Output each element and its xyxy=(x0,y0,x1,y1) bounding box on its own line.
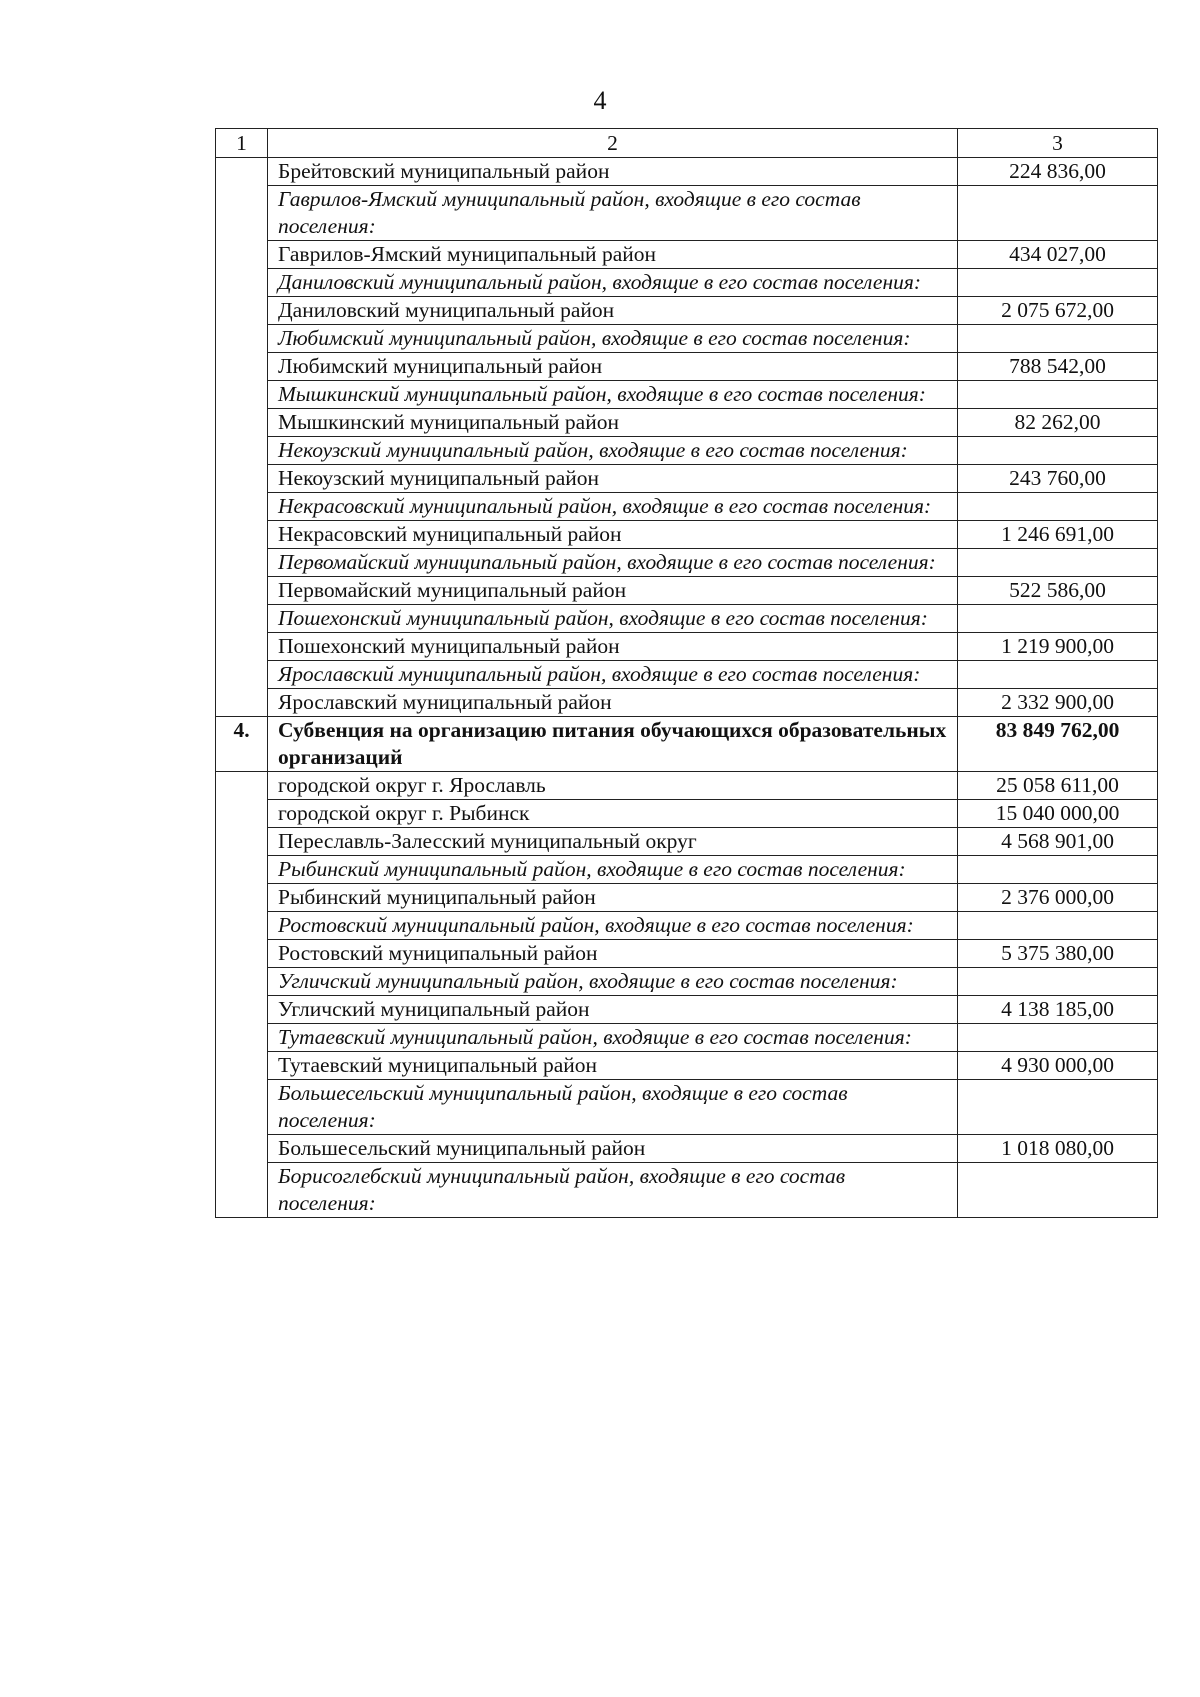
row-value: 4 568 901,00 xyxy=(958,828,1158,856)
row-name: Некрасовский муниципальный район, входящие в его состав поселения: xyxy=(268,493,958,521)
row-name: Тутаевский муниципальный район xyxy=(268,1052,958,1080)
table-row xyxy=(216,381,1158,409)
row-number-cell xyxy=(216,772,268,1218)
table-row xyxy=(216,1024,1158,1052)
table-row xyxy=(216,493,1158,521)
row-value xyxy=(958,856,1158,884)
row-value xyxy=(958,381,1158,409)
table-row xyxy=(216,1163,1158,1218)
row-value xyxy=(958,1080,1158,1135)
table-row xyxy=(216,1052,1158,1080)
table-row xyxy=(216,940,1158,968)
row-value: 1 246 691,00 xyxy=(958,521,1158,549)
table-row xyxy=(216,269,1158,297)
row-name: Гаврилов-Ямский муниципальный район, входящие в его состав поселения: xyxy=(268,186,958,241)
row-name: Ростовский муниципальный район, входящие в его состав поселения: xyxy=(268,912,958,940)
row-value: 1 219 900,00 xyxy=(958,633,1158,661)
table-row xyxy=(216,409,1158,437)
column-header-3: 3 xyxy=(958,129,1158,158)
row-name: городской округ г. Ярославль xyxy=(268,772,958,800)
column-header-1: 1 xyxy=(216,129,268,158)
table-row xyxy=(216,241,1158,269)
row-name: Угличский муниципальный район, входящие в его состав поселения: xyxy=(268,968,958,996)
row-value: 2 332 900,00 xyxy=(958,689,1158,717)
row-name: Большесельский муниципальный район, входящие в его состав поселения: xyxy=(268,1080,958,1135)
table-row xyxy=(216,800,1158,828)
table-row xyxy=(216,1135,1158,1163)
row-name: городской округ г. Рыбинск xyxy=(268,800,958,828)
table-row xyxy=(216,437,1158,465)
row-value: 434 027,00 xyxy=(958,241,1158,269)
section-4-number: 4. xyxy=(216,717,268,772)
row-value xyxy=(958,968,1158,996)
column-header-row xyxy=(216,129,1158,158)
row-value xyxy=(958,1163,1158,1218)
row-name: Некоузский муниципальный район, входящие в его состав поселения: xyxy=(268,437,958,465)
row-name: Любимский муниципальный район xyxy=(268,353,958,381)
table-row xyxy=(216,521,1158,549)
row-value: 2 376 000,00 xyxy=(958,884,1158,912)
row-value: 4 930 000,00 xyxy=(958,1052,1158,1080)
table-row xyxy=(216,1080,1158,1135)
table-row xyxy=(216,633,1158,661)
section-4-total: 83 849 762,00 xyxy=(958,717,1158,772)
row-value: 788 542,00 xyxy=(958,353,1158,381)
row-value: 224 836,00 xyxy=(958,158,1158,186)
table-row xyxy=(216,996,1158,1024)
table-row xyxy=(216,158,1158,186)
row-name: Любимский муниципальный район, входящие в его состав поселения: xyxy=(268,325,958,353)
row-name: Некоузский муниципальный район xyxy=(268,465,958,493)
row-name: Первомайский муниципальный район, входящие в его состав поселения: xyxy=(268,549,958,577)
row-value: 15 040 000,00 xyxy=(958,800,1158,828)
row-name: Гаврилов-Ямский муниципальный район xyxy=(268,241,958,269)
row-value xyxy=(958,912,1158,940)
page-number: 4 xyxy=(593,86,607,115)
row-value xyxy=(958,549,1158,577)
table-row xyxy=(216,605,1158,633)
table-row xyxy=(216,353,1158,381)
row-name: Рыбинский муниципальный район xyxy=(268,884,958,912)
row-value: 4 138 185,00 xyxy=(958,996,1158,1024)
allocation-table xyxy=(215,128,1158,1218)
row-value xyxy=(958,493,1158,521)
row-value: 2 075 672,00 xyxy=(958,297,1158,325)
row-name: Брейтовский муниципальный район xyxy=(268,158,958,186)
table-row xyxy=(216,465,1158,493)
section-3-rows xyxy=(216,158,1158,717)
row-name: Ярославский муниципальный район xyxy=(268,689,958,717)
row-value: 1 018 080,00 xyxy=(958,1135,1158,1163)
row-value xyxy=(958,437,1158,465)
row-name: Пошехонский муниципальный район xyxy=(268,633,958,661)
table-row xyxy=(216,772,1158,800)
table-row xyxy=(216,828,1158,856)
row-name: Переславль-Залесский муниципальный округ xyxy=(268,828,958,856)
row-value: 522 586,00 xyxy=(958,577,1158,605)
row-value: 5 375 380,00 xyxy=(958,940,1158,968)
row-name: Борисоглебский муниципальный район, входящие в его состав поселения: xyxy=(268,1163,958,1218)
row-number-cell xyxy=(216,158,268,717)
table-row xyxy=(216,884,1158,912)
row-value xyxy=(958,186,1158,241)
table-row xyxy=(216,186,1158,241)
row-value xyxy=(958,1024,1158,1052)
row-value xyxy=(958,605,1158,633)
row-name: Пошехонский муниципальный район, входящие в его состав поселения: xyxy=(268,605,958,633)
section-4-header-row xyxy=(216,717,1158,772)
row-value: 82 262,00 xyxy=(958,409,1158,437)
row-value xyxy=(958,661,1158,689)
row-name: Ярославский муниципальный район, входящие в его состав поселения: xyxy=(268,661,958,689)
table-row xyxy=(216,661,1158,689)
table-row xyxy=(216,297,1158,325)
row-name: Рыбинский муниципальный район, входящие в его состав поселения: xyxy=(268,856,958,884)
row-name: Даниловский муниципальный район, входящие в его состав поселения: xyxy=(268,269,958,297)
section-4-rows xyxy=(216,717,1158,1218)
row-name: Первомайский муниципальный район xyxy=(268,577,958,605)
row-name: Некрасовский муниципальный район xyxy=(268,521,958,549)
row-name: Угличский муниципальный район xyxy=(268,996,958,1024)
row-name: Тутаевский муниципальный район, входящие в его состав поселения: xyxy=(268,1024,958,1052)
table-row xyxy=(216,856,1158,884)
table-row xyxy=(216,577,1158,605)
row-value: 243 760,00 xyxy=(958,465,1158,493)
table-row xyxy=(216,549,1158,577)
column-header-2: 2 xyxy=(268,129,958,158)
row-name: Ростовский муниципальный район xyxy=(268,940,958,968)
section-4-title: Субвенция на организацию питания обучающихся образовательных организаций xyxy=(268,717,958,772)
row-name: Даниловский муниципальный район xyxy=(268,297,958,325)
row-name: Большесельский муниципальный район xyxy=(268,1135,958,1163)
table-row xyxy=(216,912,1158,940)
row-name: Мышкинский муниципальный район xyxy=(268,409,958,437)
row-value xyxy=(958,325,1158,353)
row-value xyxy=(958,269,1158,297)
row-value: 25 058 611,00 xyxy=(958,772,1158,800)
table-row xyxy=(216,689,1158,717)
row-name: Мышкинский муниципальный район, входящие в его состав поселения: xyxy=(268,381,958,409)
table-row xyxy=(216,325,1158,353)
table-row xyxy=(216,968,1158,996)
